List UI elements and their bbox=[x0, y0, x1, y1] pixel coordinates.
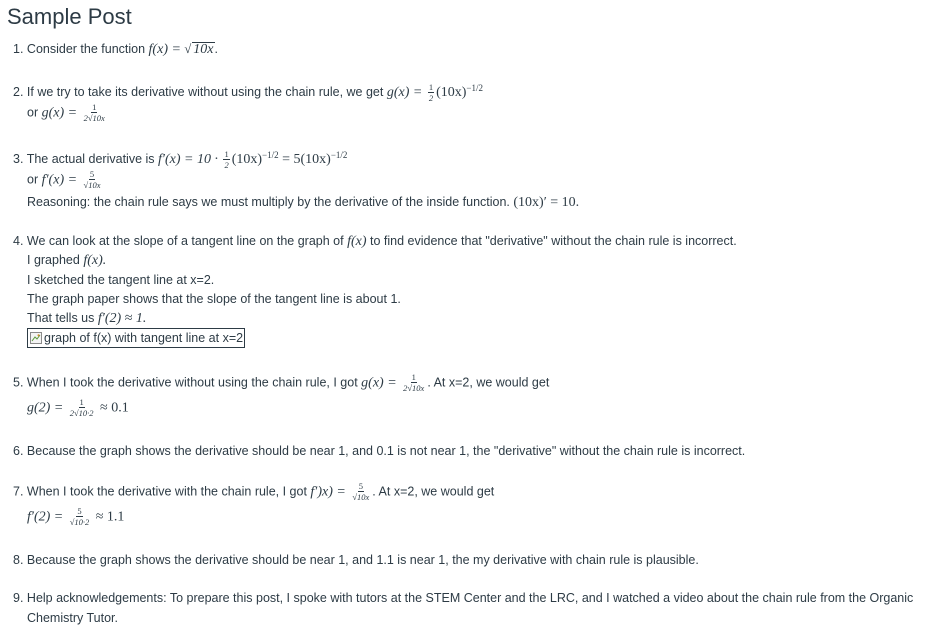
math-fraction bbox=[402, 373, 425, 393]
image-alt-text: graph of f(x) with tangent line at x=2 bbox=[44, 331, 244, 345]
item-text: or bbox=[27, 172, 39, 187]
math-expression: f′)x) = bbox=[310, 484, 346, 500]
math-expression: f′(2) ≈ 1. bbox=[97, 311, 147, 326]
math-fraction bbox=[83, 170, 102, 190]
list-item-3-line-3 bbox=[27, 194, 579, 211]
fraction-denominator: 2√10·2 bbox=[69, 408, 94, 418]
item-text: Reasoning: the chain rule says we must multiply by the derivative of the inside function. bbox=[27, 195, 510, 209]
item-number: 8. bbox=[13, 553, 24, 567]
fraction-denominator: √10x bbox=[83, 180, 101, 190]
math-radicand: 10x bbox=[193, 42, 214, 57]
math-expression: ≈ 1.1 bbox=[95, 509, 125, 525]
math-exponent: −1/2 bbox=[262, 150, 279, 160]
list-item-1 bbox=[13, 41, 218, 58]
item-text: Consider the function bbox=[26, 42, 146, 56]
fraction-denominator: 2 bbox=[224, 159, 229, 170]
fraction-denominator: 2√10x bbox=[403, 383, 425, 393]
item-text: That tells us bbox=[27, 311, 95, 325]
math-exponent: −1/2 bbox=[330, 150, 348, 160]
list-item-4-line-2 bbox=[27, 252, 106, 269]
item-number: 1. bbox=[13, 42, 24, 56]
list-item-4-line-4: The graph paper shows that the slope of the tangent line is about 1. bbox=[27, 292, 401, 306]
math-fraction bbox=[428, 83, 434, 103]
fraction-numerator: 5 bbox=[358, 481, 363, 491]
math-fraction bbox=[83, 103, 106, 123]
fraction-denominator: √10·2 bbox=[69, 517, 90, 527]
broken-image-icon bbox=[30, 332, 42, 344]
math-expression: (10x) bbox=[231, 152, 263, 168]
item-text: to find evidence that "derivative" without the chain rule is incorrect. bbox=[370, 234, 737, 248]
math-expression: f(x) = bbox=[148, 42, 185, 57]
list-item-4 bbox=[13, 233, 737, 250]
math-expression: g(x) = bbox=[41, 105, 78, 121]
list-item-4-line-3: I sketched the tangent line at x=2. bbox=[27, 273, 215, 287]
fraction-denominator: 2√10x bbox=[83, 113, 105, 123]
fraction-numerator: 1 bbox=[428, 81, 434, 92]
fraction-numerator: 1 bbox=[92, 102, 97, 112]
list-item-7-line-2 bbox=[27, 507, 124, 527]
math-expression: (10x)′ = 10. bbox=[513, 195, 580, 210]
list-item-2 bbox=[13, 80, 483, 103]
math-fraction bbox=[351, 482, 370, 502]
list-item-8 bbox=[13, 552, 699, 568]
math-expression: g(x) = bbox=[361, 375, 397, 391]
list-item-9-line-2: Chemistry Tutor. bbox=[27, 611, 118, 625]
item-text: or bbox=[27, 105, 39, 120]
fraction-numerator: 1 bbox=[224, 148, 229, 159]
math-expression: f(x). bbox=[83, 253, 107, 268]
item-text: If we try to take its derivative without using the chain rule, we get bbox=[26, 85, 384, 100]
broken-graph-image bbox=[27, 328, 245, 348]
math-fraction bbox=[69, 507, 91, 527]
math-expression: f′(x) = bbox=[41, 172, 78, 188]
math-expression: f′(x) = 10 · bbox=[158, 152, 218, 168]
item-text: We can look at the slope of a tangent line on the graph of bbox=[26, 234, 344, 248]
item-number: 7. bbox=[13, 484, 24, 499]
list-item-5 bbox=[13, 373, 549, 393]
item-text: The actual derivative is bbox=[26, 152, 155, 167]
sqrt-icon: √ bbox=[184, 42, 192, 56]
math-expression: (10x) bbox=[436, 85, 467, 101]
list-item-9 bbox=[13, 590, 913, 606]
item-text: When I took the derivative with the chain rule, I got bbox=[26, 484, 307, 499]
list-item-5-line-2 bbox=[27, 398, 129, 418]
page-title: Sample Post bbox=[7, 4, 132, 29]
math-expression: f′(2) = bbox=[27, 509, 64, 525]
item-text: Because the graph shows the derivative should be near 1, and 1.1 is near 1, the my derivative with chain rule is plausible. bbox=[26, 553, 699, 567]
math-expression: f(x) bbox=[347, 234, 367, 249]
item-number: 9. bbox=[13, 591, 24, 605]
fraction-numerator: 1 bbox=[79, 397, 84, 407]
fraction-numerator: 5 bbox=[77, 506, 82, 516]
list-item-4-line-5 bbox=[27, 310, 146, 327]
list-item-2-line-2 bbox=[27, 103, 108, 123]
list-item-6 bbox=[13, 443, 745, 459]
math-expression: g(x) = bbox=[386, 85, 423, 101]
fraction-denominator: √10x bbox=[352, 492, 370, 502]
math-expression: = 5(10x) bbox=[278, 152, 331, 168]
item-text: . At x=2, we would get bbox=[427, 375, 550, 390]
list-item-3 bbox=[13, 147, 347, 170]
fraction-numerator: 1 bbox=[411, 372, 416, 382]
item-text: When I took the derivative without using the chain rule, I got bbox=[26, 375, 358, 390]
item-number: 2. bbox=[13, 85, 24, 100]
list-item-7 bbox=[13, 482, 494, 502]
fraction-denominator: 2 bbox=[428, 92, 434, 103]
item-number: 4. bbox=[13, 234, 24, 248]
math-fraction bbox=[69, 398, 95, 418]
math-expression: g(2) = bbox=[27, 400, 64, 416]
item-text: Help acknowledgements: To prepare this post, I spoke with tutors at the STEM Center and the LRC, and I watched a video about the chain rule from the Organic bbox=[26, 591, 914, 605]
item-text: . At x=2, we would get bbox=[372, 484, 495, 499]
period: . bbox=[214, 42, 218, 56]
math-expression: ≈ 0.1 bbox=[100, 400, 129, 416]
item-text: I graphed bbox=[27, 253, 80, 267]
math-exponent: −1/2 bbox=[466, 83, 483, 93]
item-number: 6. bbox=[13, 444, 24, 458]
item-text: Because the graph shows the derivative should be near 1, and 0.1 is not near 1, the "derivative" without the chain rule is incorrect. bbox=[26, 444, 746, 458]
math-fraction bbox=[223, 150, 229, 170]
item-number: 5. bbox=[13, 375, 24, 390]
list-item-3-line-2 bbox=[27, 170, 103, 190]
fraction-numerator: 5 bbox=[89, 169, 95, 179]
item-number: 3. bbox=[13, 152, 24, 167]
